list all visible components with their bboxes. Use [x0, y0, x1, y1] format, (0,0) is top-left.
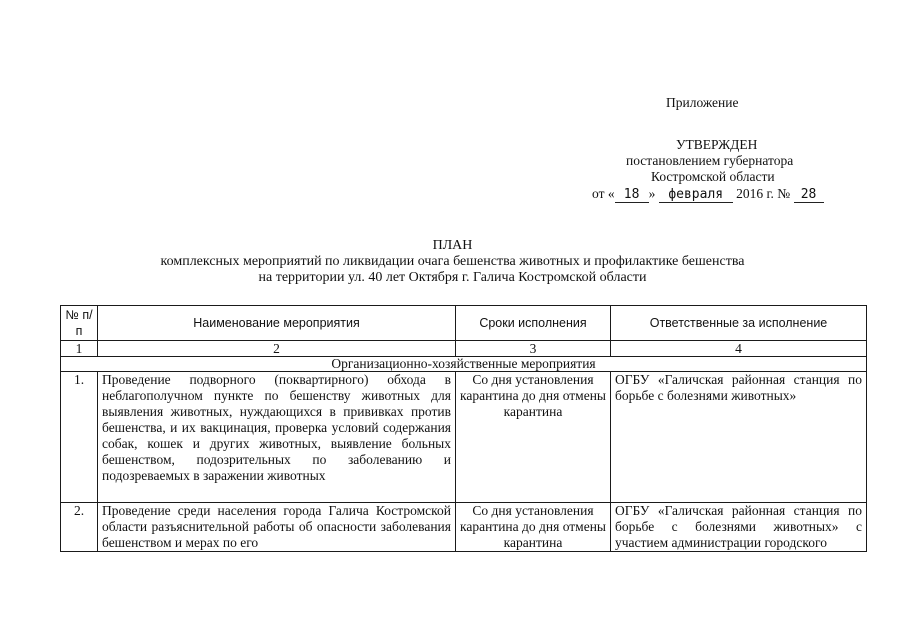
appendix-label: Приложение [666, 95, 739, 110]
plan-subtitle-1: комплексных мероприятий по ликвидации очага бешенства животных и профилактике бешенства [160, 254, 745, 269]
header-deadline: Сроки исполнения [456, 306, 611, 341]
row-deadline-text: Со дня установления карантина до дня отмены карантина [460, 503, 606, 550]
approval-date-line [592, 186, 824, 203]
row-responsible: ОГБУ «Галичская районная станция по борьбе с болезнями животных» [611, 372, 867, 503]
approval-number: 28 [794, 187, 824, 203]
approval-year: 2016 г. № [736, 186, 791, 201]
region-label: Костромской области [651, 169, 775, 184]
table-row [61, 372, 867, 503]
date-prefix: от « [592, 186, 615, 201]
row-responsible [611, 503, 867, 552]
row-deadline [456, 503, 611, 552]
plan-table [60, 305, 867, 552]
plan-subtitle-2: на территории ул. 40 лет Октября г. Галича Костромской области [258, 270, 647, 285]
row-number [61, 503, 98, 552]
row-number: 1. [61, 372, 98, 503]
col-number: 2 [98, 341, 456, 357]
approval-month: февраля [659, 187, 733, 203]
section-row [61, 357, 867, 372]
decree-label: постановлением губернатора [626, 153, 794, 168]
plan-title [0, 238, 905, 286]
column-number-row [61, 341, 867, 357]
approval-day: 18 [615, 187, 649, 203]
header-row [61, 306, 867, 341]
row-deadline: Со дня установления карантина до дня отмены карантина [456, 372, 611, 503]
header-num: № п/п [61, 306, 98, 341]
col-number: 1 [61, 341, 98, 357]
plan-heading: ПЛАН [432, 238, 473, 253]
table-row [61, 503, 867, 552]
row-activity [98, 503, 456, 552]
col-number: 4 [611, 341, 867, 357]
row-activity-text: Проведение среди населения города Галича Костромской области разъяснительной работы об опасности заболевания бешенством и мерах по его [102, 503, 451, 550]
row-responsible-text: ОГБУ «Галичская районная станция по борьбе с болезнями животных» с участием администрации городского [615, 503, 862, 550]
approved-label: УТВЕРЖДЕН [676, 137, 758, 152]
date-mid: » [648, 186, 656, 201]
row-number-text: 2. [73, 503, 85, 518]
header-name: Наименование мероприятия [98, 306, 456, 341]
section-title: Организационно-хозяйственные мероприятия [61, 357, 867, 372]
col-number: 3 [456, 341, 611, 357]
row-activity: Проведение подворного (поквартирного) обхода в неблагополучном пункте по бешенству животных для выявления животных, нуждающихся в прививках против бешенства, и их вакцинация, проверка условий содержания собак, кошек и других животных, выявление больных бешенством, подозрительных по заболеванию и подозреваемых в заражении животных [98, 372, 456, 503]
header-responsible: Ответственные за исполнение [611, 306, 867, 341]
